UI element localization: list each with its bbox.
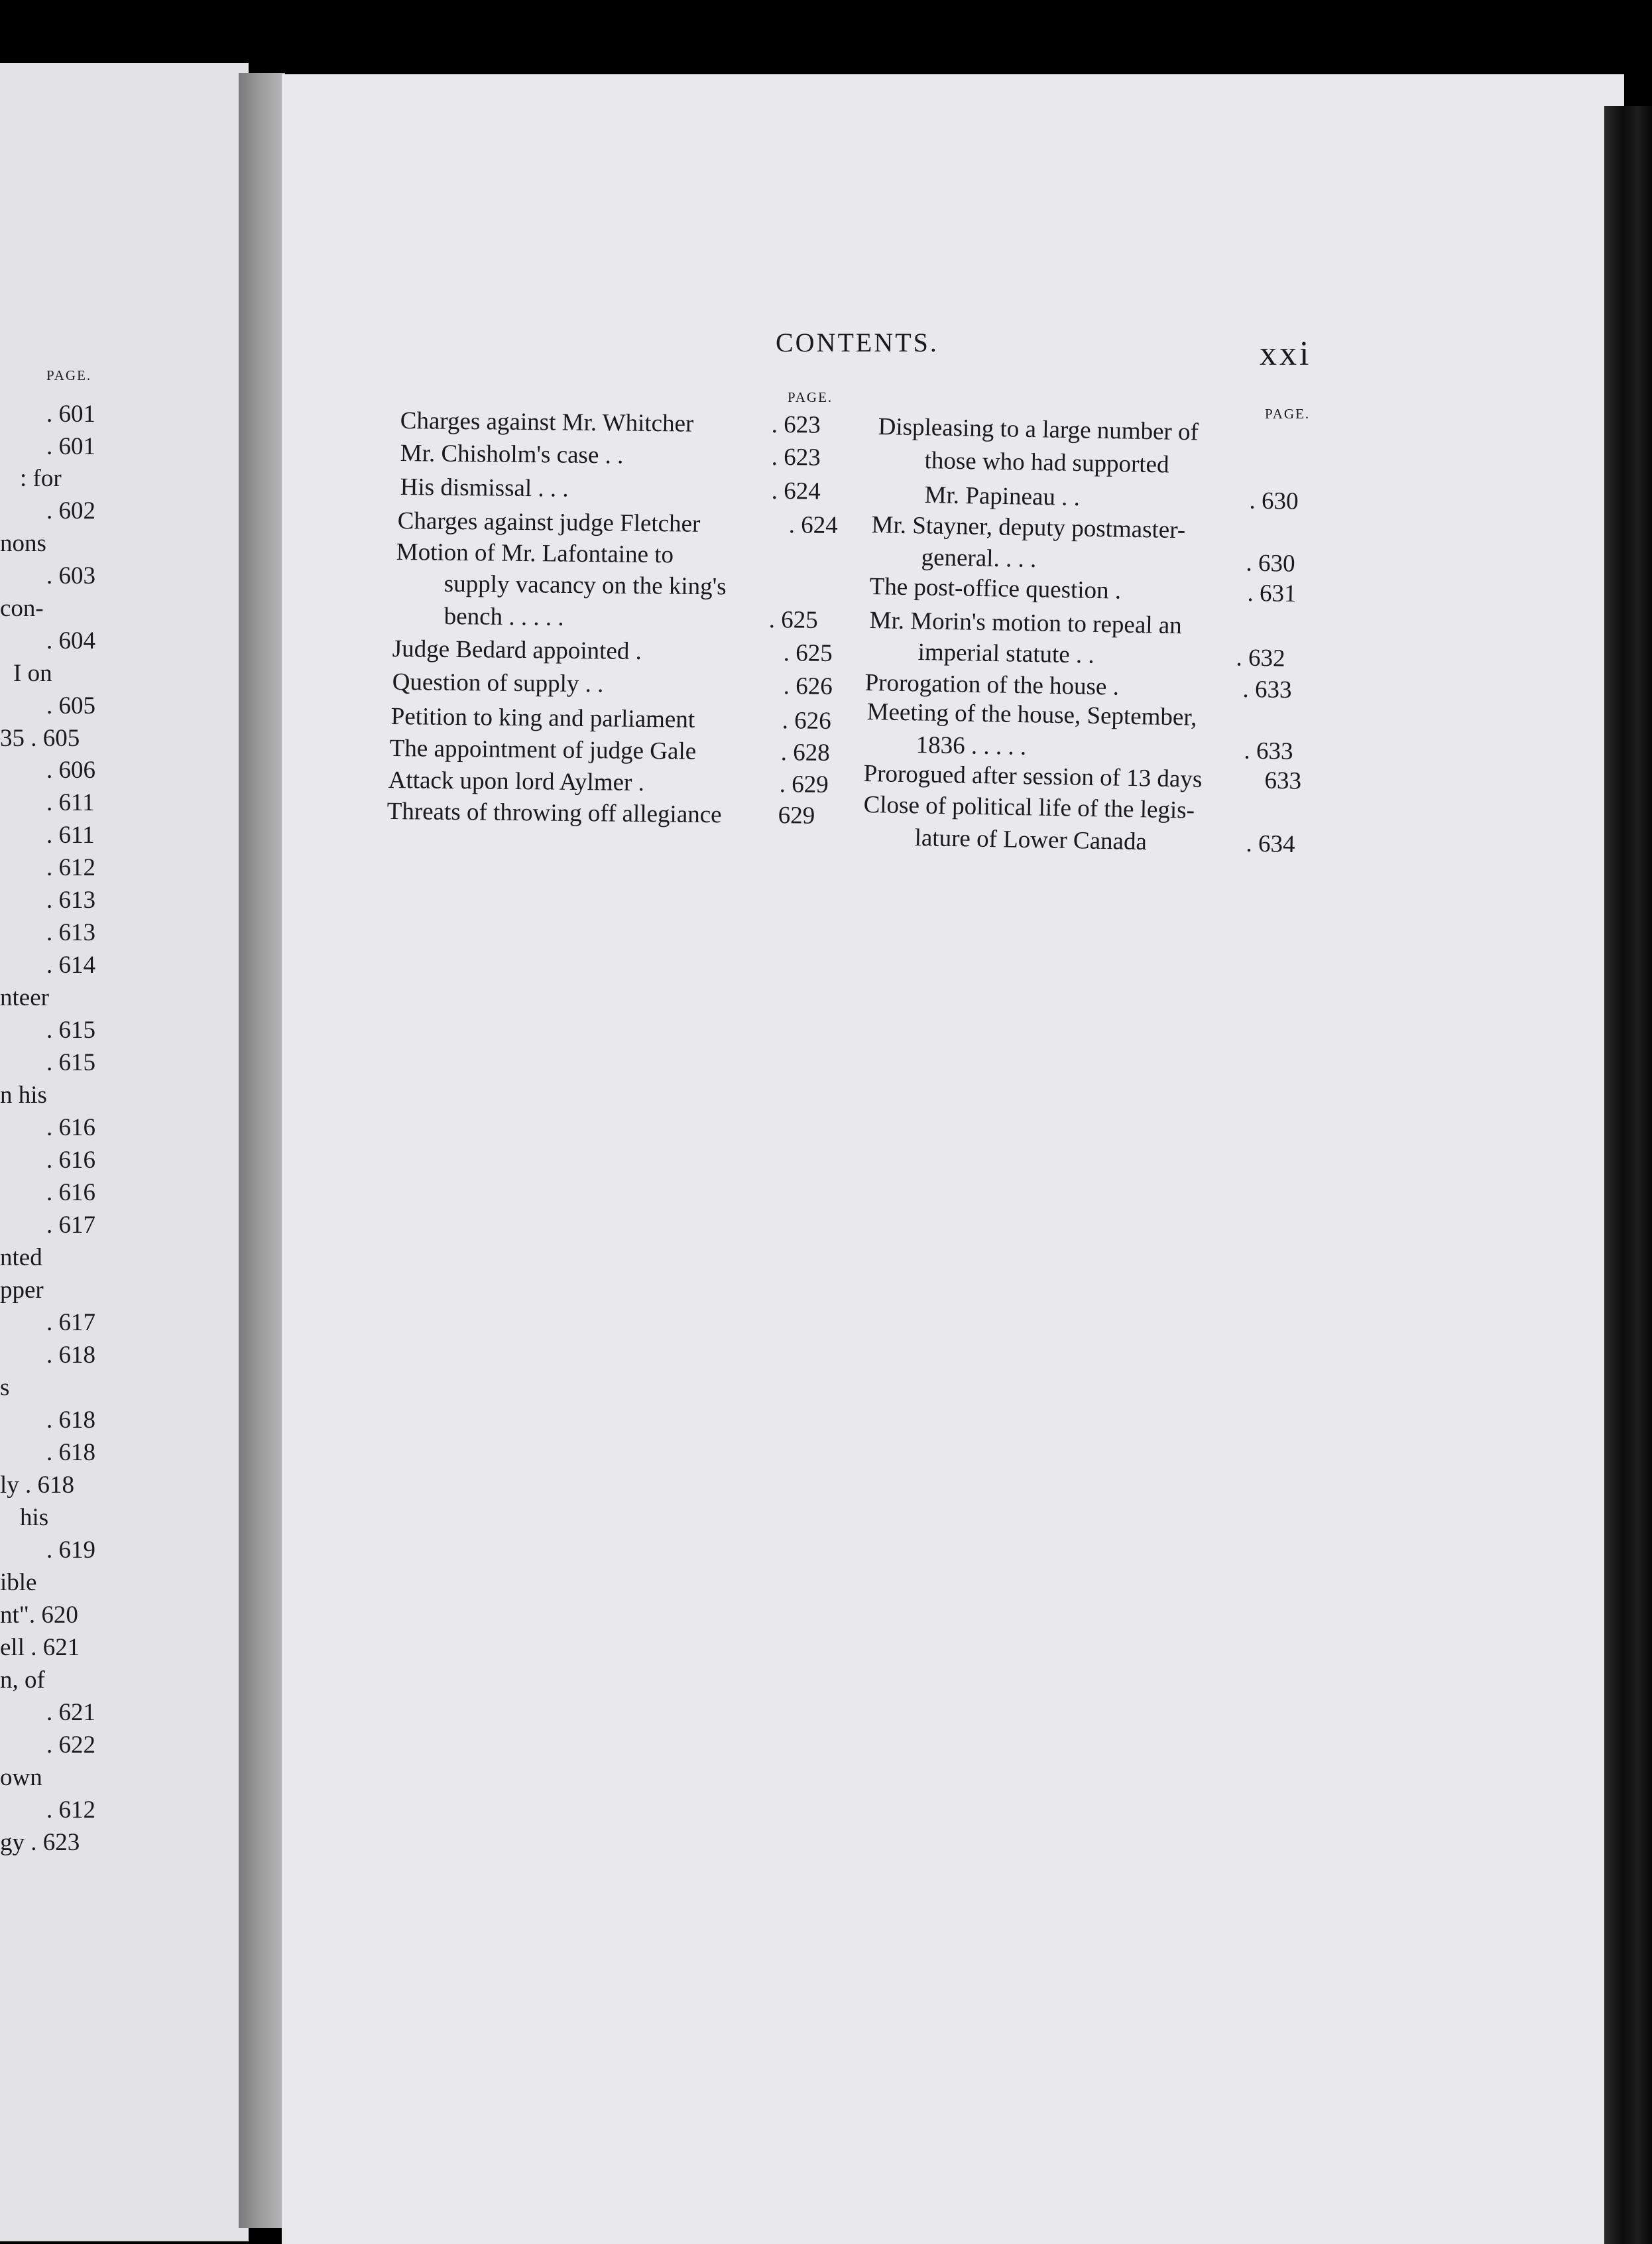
entry-title: Petition to king and parliament — [390, 703, 695, 733]
entry-page: . 623 — [771, 410, 821, 439]
left-page-fragment: ly . 618 — [0, 1471, 75, 1499]
entry-title: Motion of Mr. Lafontaine to — [396, 538, 674, 569]
left-page-fragment: . 612 — [46, 854, 95, 881]
entry-title: lature of Lower Canada — [914, 824, 1148, 856]
entry-title: Mr. Morin's motion to repeal an — [869, 607, 1183, 640]
entry-title: Charges against judge Fletcher — [397, 507, 701, 538]
left-page-fragment: his — [20, 1504, 49, 1531]
entry-page: . 625 — [768, 606, 818, 634]
left-page-fragment: n his — [0, 1082, 47, 1109]
left-page-fragment: . 615 — [46, 1017, 95, 1044]
left-page-fragment: . 614 — [46, 952, 95, 979]
left-page-fragment: : for — [20, 465, 62, 492]
right-column-page-label: PAGE. — [1265, 406, 1311, 422]
left-page-fragment: nteer — [0, 984, 49, 1011]
entry-title: bench . . . . . — [443, 603, 564, 631]
entry-title: Prorogued after session of 13 days — [863, 760, 1203, 793]
left-page-fragment: nons — [0, 530, 46, 557]
entry-title: Mr. Stayner, deputy postmaster- — [871, 511, 1186, 544]
entry-title: Question of supply . . — [392, 668, 604, 698]
right-page — [282, 74, 1624, 2244]
page-title: CONTENTS. — [776, 328, 939, 357]
entry-title: Judge Bedard appointed . — [392, 635, 642, 665]
left-page-fragment: . 605 — [46, 692, 95, 719]
left-page-fragment: . 602 — [46, 497, 95, 525]
entry-page: . 631 — [1247, 579, 1297, 608]
entry-page: . 629 — [779, 771, 829, 798]
left-page-fragment: . 616 — [46, 1147, 95, 1174]
entry-title: Mr. Chisholm's case . . — [400, 440, 624, 469]
left-page-fragment: . 611 — [46, 822, 95, 849]
left-page-fragment: . 618 — [46, 1406, 95, 1434]
left-page-fragment: . 606 — [46, 757, 95, 784]
entry-title: Threats of throwing off allegiance — [386, 798, 722, 829]
entry-title: Attack upon lord Aylmer . — [388, 767, 645, 797]
page-number: xxi — [1260, 335, 1312, 373]
entry-page: . 623 — [771, 443, 821, 471]
left-page-fragment: . 617 — [46, 1212, 95, 1239]
left-page-label: PAGE. — [46, 367, 92, 383]
left-page-fragment: . 617 — [46, 1309, 95, 1336]
left-page-fragment: . 613 — [46, 887, 95, 914]
left-page-fragment: own — [0, 1764, 42, 1791]
left-page-fragment: . 601 — [46, 433, 95, 460]
entry-title: Charges against Mr. Whitcher — [400, 407, 694, 438]
entry-page: . 633 — [1244, 737, 1293, 765]
left-page-fragment: . 622 — [46, 1731, 95, 1759]
left-page-fragment: pper — [0, 1277, 44, 1304]
left-page-fragment: . 616 — [46, 1179, 95, 1206]
entry-title: general. . . . — [921, 544, 1037, 574]
entry-title: Close of political life of the legis- — [863, 791, 1195, 824]
page-edge — [1604, 106, 1652, 2244]
entry-page: . 628 — [780, 739, 830, 767]
left-page-fragment: . 603 — [46, 562, 95, 590]
entry-page: . 630 — [1246, 549, 1295, 578]
left-page-fragment: . 619 — [46, 1536, 95, 1564]
left-column-page-label: PAGE. — [788, 389, 833, 405]
entry-title: Mr. Papineau . . — [924, 481, 1081, 512]
left-page-fragment: . 616 — [46, 1114, 95, 1141]
left-page-fragment: ell . 621 — [0, 1634, 80, 1661]
left-page-fragment: . 604 — [46, 627, 95, 654]
left-page-fragment: s — [0, 1374, 10, 1401]
left-page-fragment: nt". 620 — [0, 1601, 78, 1629]
entry-title: The appointment of judge Gale — [389, 735, 697, 765]
left-page-fragment: . 612 — [46, 1796, 95, 1824]
left-page-fragment: ible — [0, 1569, 37, 1596]
entry-title: Meeting of the house, September, — [866, 698, 1197, 731]
left-page-fragment: . 618 — [46, 1341, 95, 1369]
left-page-fragment: nted — [0, 1244, 42, 1271]
left-page-fragment: I on — [13, 660, 52, 687]
left-page-fragment: . 611 — [46, 789, 95, 816]
left-page-fragment: n, of — [0, 1666, 45, 1694]
left-page — [0, 63, 249, 2241]
entry-page: . 633 — [1242, 675, 1292, 704]
entry-page: . 626 — [782, 707, 831, 735]
entry-page: . 625 — [783, 639, 833, 667]
entry-title: His dismissal . . . — [400, 473, 569, 503]
entry-page: . 630 — [1249, 487, 1299, 515]
entry-title: supply vacancy on the king's — [443, 570, 727, 601]
entry-title: Prorogation of the house . — [864, 669, 1120, 701]
entry-page: . 634 — [1246, 830, 1295, 859]
entry-page: . 626 — [783, 672, 833, 700]
entry-title: those who had supported — [924, 447, 1169, 479]
book-gutter — [239, 73, 285, 2228]
entry-title: 1836 . . . . . — [915, 731, 1027, 761]
entry-title: Displeasing to a large number of — [878, 413, 1199, 446]
entry-page: . 632 — [1236, 644, 1285, 672]
entry-page: . 624 — [771, 477, 821, 505]
left-page-fragment: . 618 — [46, 1439, 95, 1466]
left-page-fragment: . 615 — [46, 1049, 95, 1076]
left-page-fragment: . 621 — [46, 1699, 95, 1726]
entry-page: 633 — [1264, 767, 1302, 795]
entry-page: 629 — [778, 802, 815, 830]
left-page-fragment: gy . 623 — [0, 1829, 80, 1856]
entry-title: imperial statute . . — [917, 639, 1095, 669]
entry-title: The post-office question . — [869, 573, 1122, 605]
left-page-fragment: . 613 — [46, 919, 95, 946]
left-page-fragment: 35 . 605 — [0, 725, 80, 752]
entry-page: . 624 — [788, 511, 838, 539]
left-page-fragment: con- — [0, 595, 44, 622]
left-page-fragment: . 601 — [46, 401, 95, 428]
